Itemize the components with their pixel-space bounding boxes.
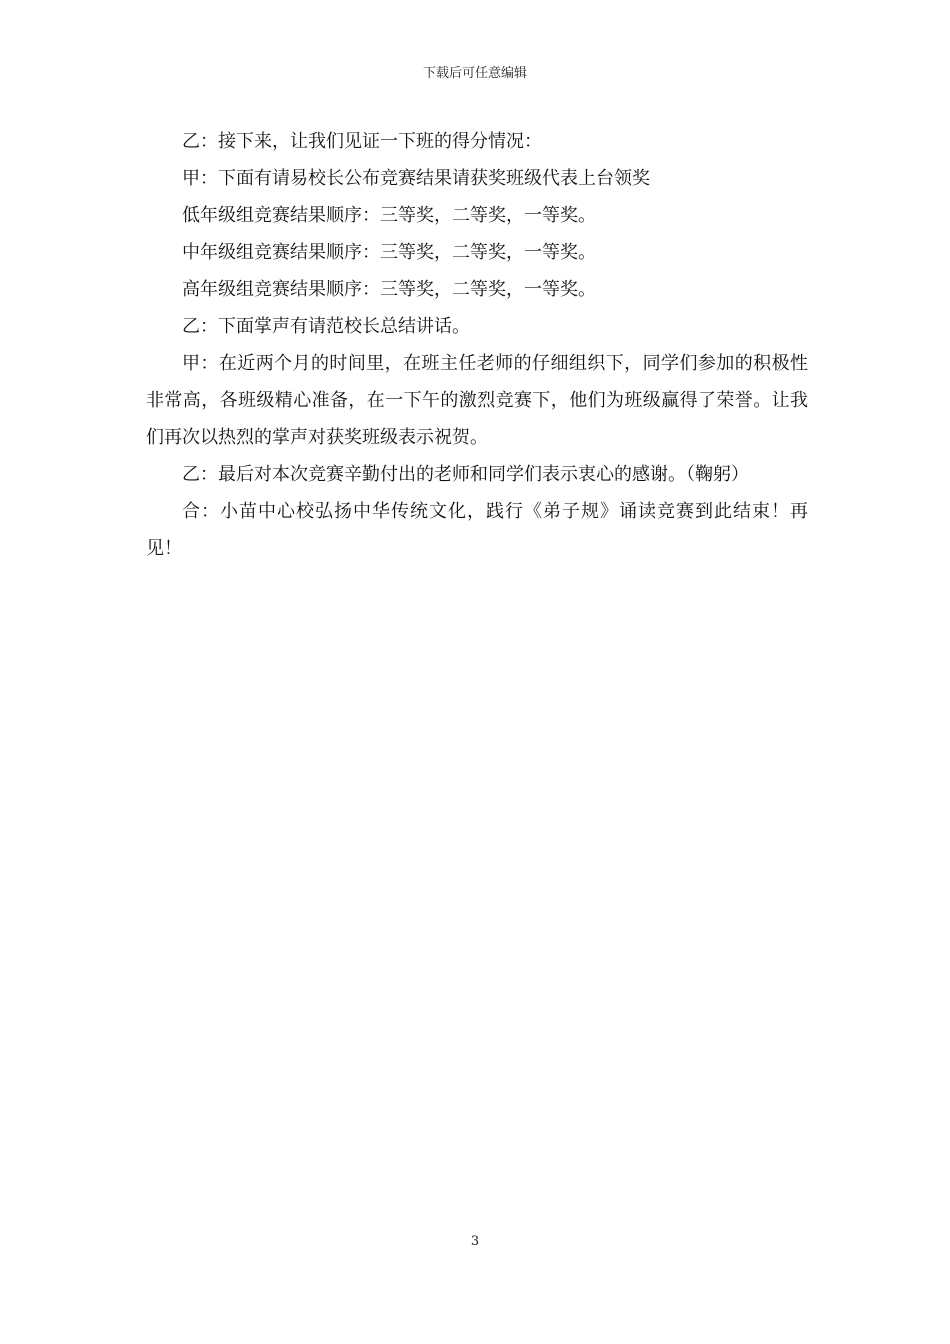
document-body (146, 123, 808, 567)
paragraph-6: 乙：下面掌声有请范校长总结讲话。 (182, 316, 470, 337)
paragraph-3: 低年级组竞赛结果顺序：三等奖，二等奖，一等奖。 (182, 205, 596, 226)
paragraph-5: 高年级组竞赛结果顺序：三等奖，二等奖，一等奖。 (182, 279, 596, 300)
page-header: 下载后可任意编辑 (422, 66, 527, 81)
paragraph-9: 合：小苗中心校弘扬中华传统文化，践行《弟子规》诵读竞赛到此结束！再见！ (146, 501, 808, 559)
paragraph-4: 中年级组竞赛结果顺序：三等奖，二等奖，一等奖。 (182, 242, 596, 263)
paragraph-8: 乙：最后对本次竞赛辛勤付出的老师和同学们表示衷心的感谢。（鞠躬） (182, 464, 749, 485)
paragraph-7: 甲：在近两个月的时间里，在班主任老师的仔细组织下，同学们参加的积极性非常高，各班级精心准备，在一下午的激烈竞赛下，他们为班级赢得了荣誉。让我们再次以热烈的掌声对获奖班级表示祝贺。 (146, 353, 808, 448)
paragraph-2: 甲：下面有请易校长公布竞赛结果请获奖班级代表上台领奖 (182, 168, 650, 189)
paragraph-1: 乙：接下来，让我们见证一下班的得分情况： (182, 131, 542, 152)
page-number: 3 (470, 1234, 480, 1249)
